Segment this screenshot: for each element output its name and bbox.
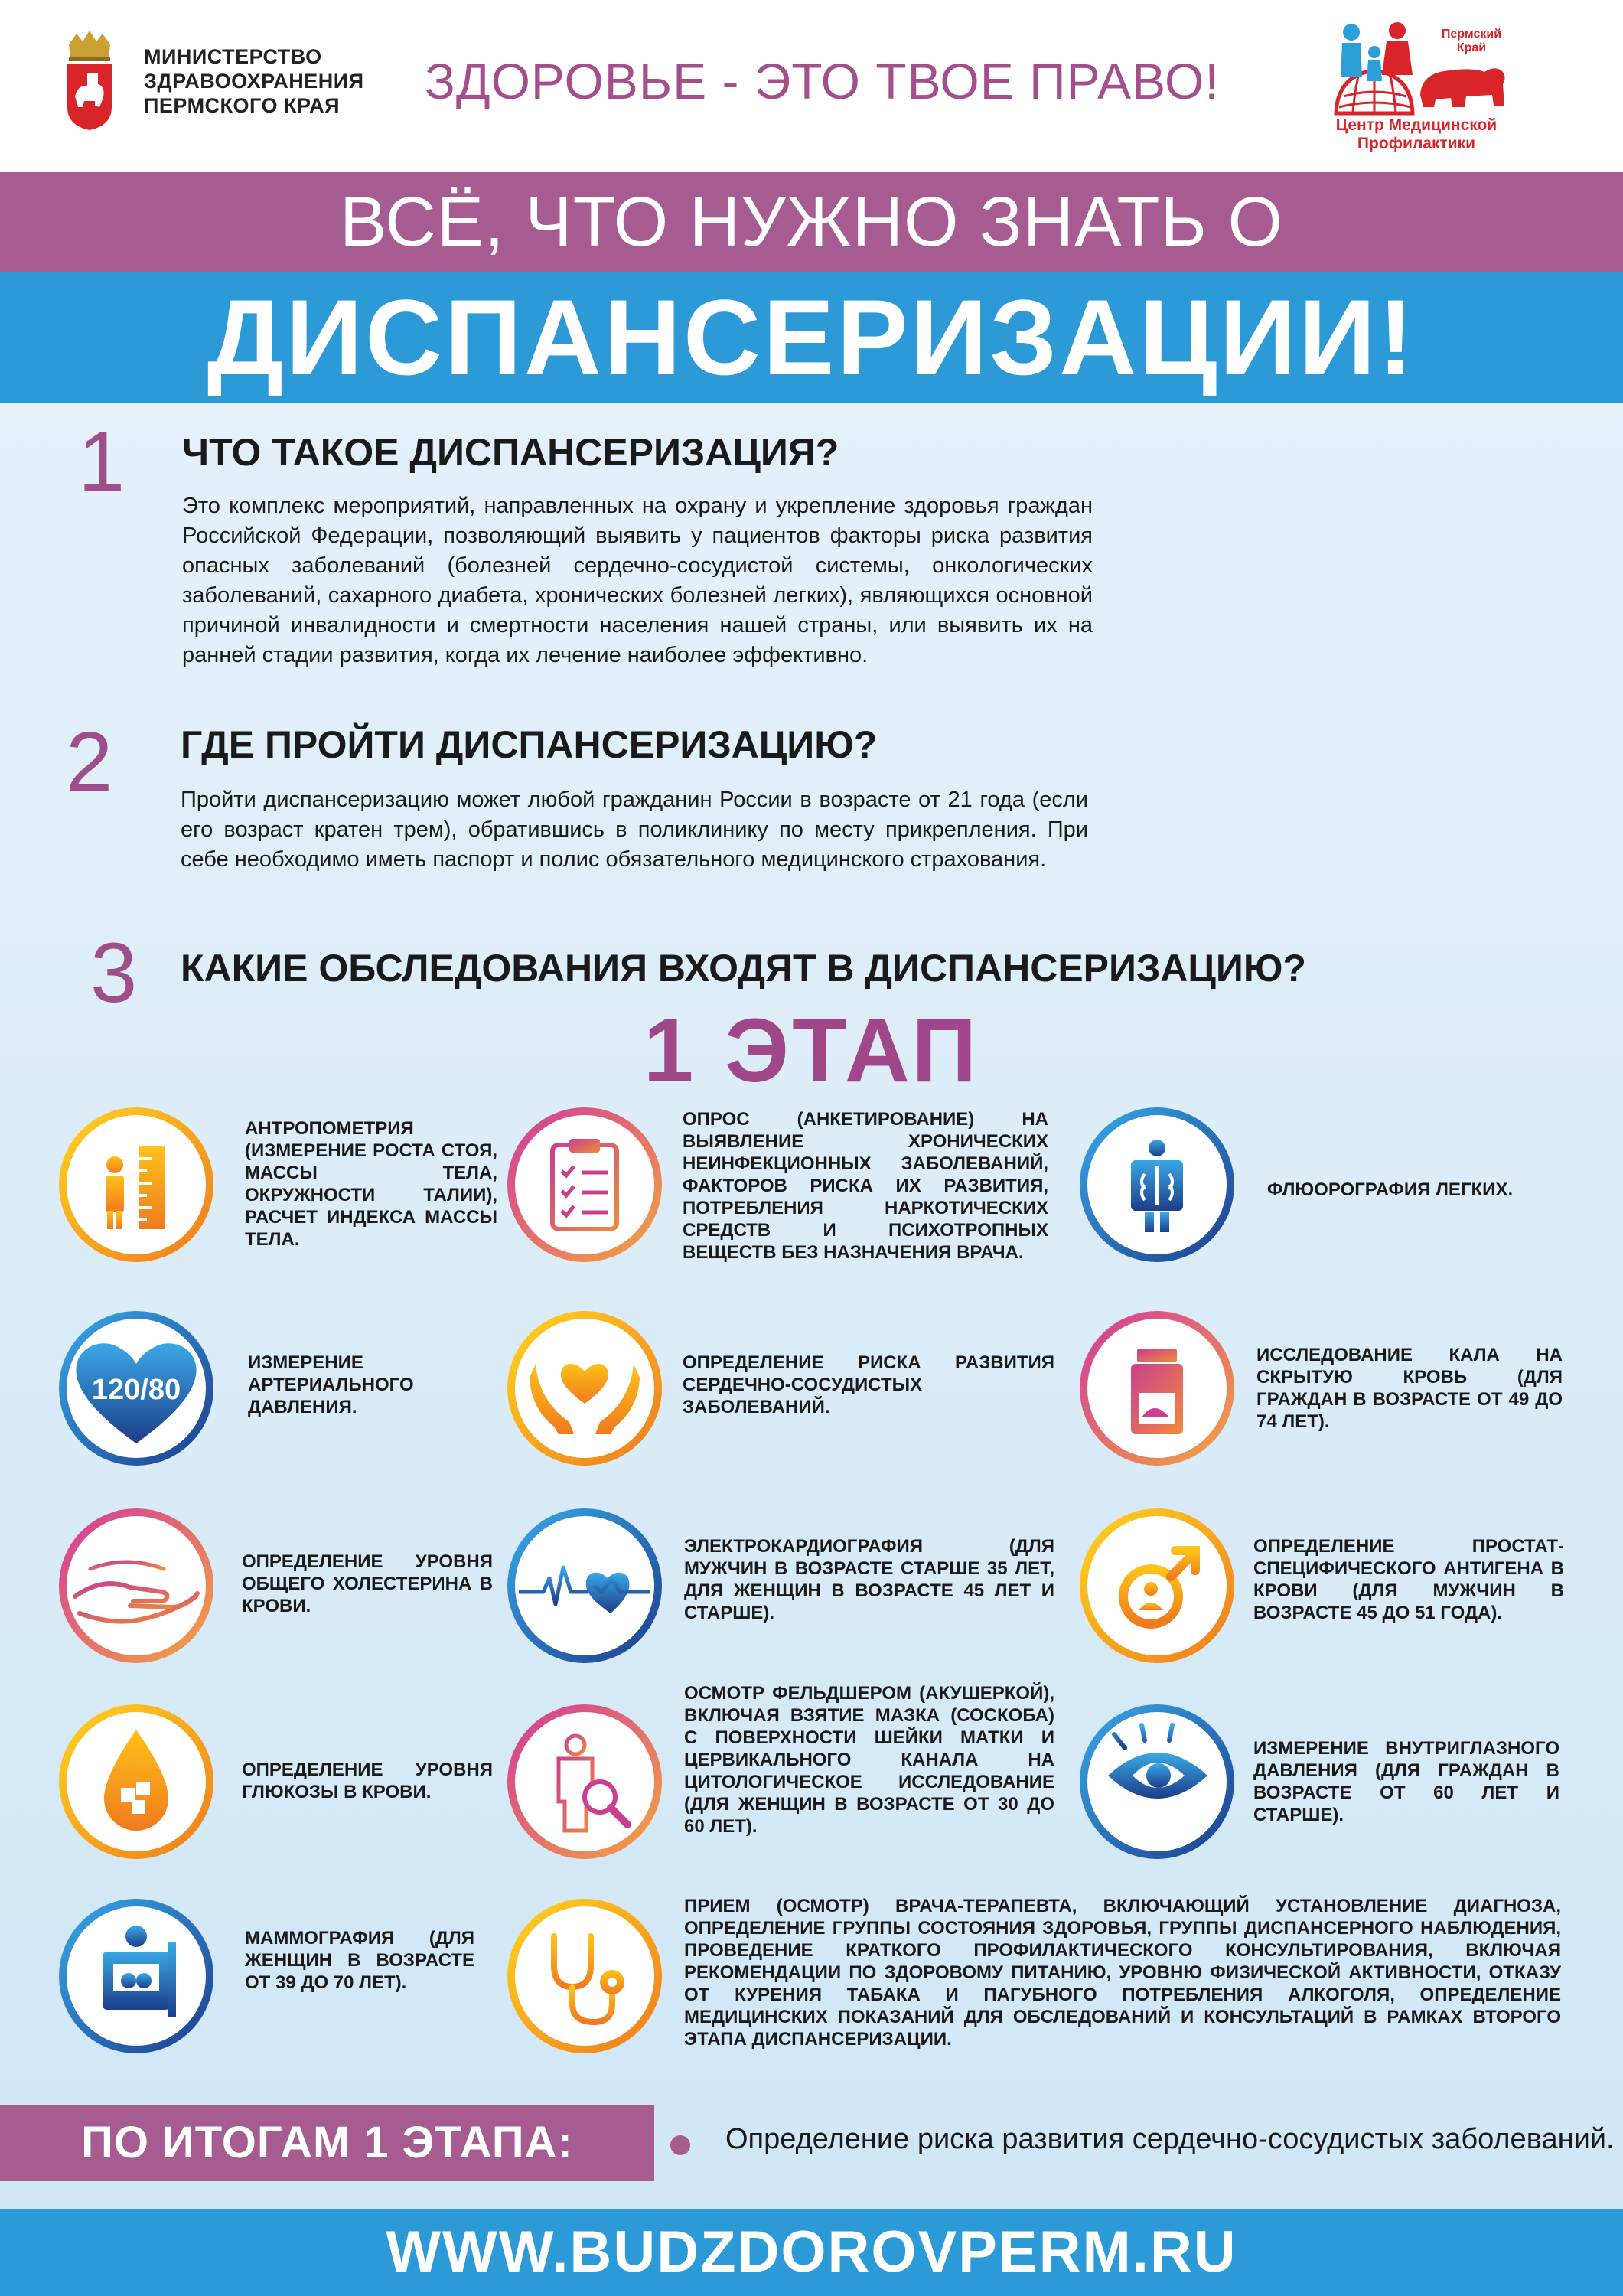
ministry-line: ПЕРМСКОГО КРАЯ — [144, 94, 341, 117]
pressure-label: 120/80 — [91, 1374, 181, 1406]
magnifier-person-icon — [505, 1702, 664, 1861]
hand-icon — [57, 1506, 216, 1665]
section-text: Пройти диспансеризацию может любой гражданин России в возрасте от 21 года (если его возраст кратен трем), обратившись в поликлинику по месту прикрепления. При себе необходимо иметь паспорт и полис обязательного медицинского страхования. — [181, 788, 1088, 872]
title-band-main — [0, 272, 1623, 403]
exam-item-text: ИЗМЕРЕНИЕ ВНУТРИГЛАЗНОГО ДАВЛЕНИЯ (ДЛЯ ГРАЖДАН В ВОЗРАСТЕ ОТ 60 ЛЕТ И СТАРШЕ). — [1253, 1738, 1559, 1825]
logo-region — [1433, 28, 1510, 55]
title-line-1: ВСЁ, ЧТО НУЖНО ЗНАТЬ О — [339, 183, 1284, 261]
exam-item-text: ФЛЮОРОГРАФИЯ ЛЕГКИХ. — [1267, 1179, 1514, 1200]
section-number: 3 — [90, 926, 138, 1020]
exam-item-text: ОПРЕДЕЛЕНИЕ УРОВНЯ ОБЩЕГО ХОЛЕСТЕРИНА В КРОВИ. — [242, 1551, 493, 1616]
exam-item-text: ОПРЕДЕЛЕНИЕ ПРОСТАТ-СПЕЦИФИЧЕСКОГО АНТИГЕНА В КРОВИ (ДЛЯ МУЖЧИН В ВОЗРАСТЕ 45 ДО 51 ГОДА). — [1253, 1536, 1564, 1623]
perm-crest-icon — [64, 31, 115, 132]
ministry-line: ЗДРАВООХРАНЕНИЯ — [144, 70, 364, 93]
title-line-2: ДИСПАНСЕРИЗАЦИИ! — [207, 277, 1416, 397]
prevention-center-logo — [1321, 21, 1512, 159]
section-title: ЧТО ТАКОЕ ДИСПАНСЕРИЗАЦИЯ? — [182, 431, 839, 474]
ministry-block — [64, 31, 364, 132]
heart-pressure-icon — [57, 1309, 216, 1468]
exam-item-text: ОПРЕДЕЛЕНИЕ УРОВНЯ ГЛЮКОЗЫ В КРОВИ. — [242, 1760, 493, 1802]
logo-name — [1321, 116, 1512, 153]
logo-name-line: Профилактики — [1357, 135, 1476, 152]
mammography-icon — [57, 1896, 216, 2056]
footer-url-band — [0, 2209, 1623, 2296]
section-number: 2 — [66, 715, 113, 809]
section-text: Это комплекс мероприятий, направленных на охрану и укрепление здоровья граждан Российской Федерации, позволяющий выявить у пациентов факторы риска развития опасных заболеваний (болезней сердечно-сосудистой системы, онкологических заболеваний, сахарного диабета, хронических болезней легких), являющихся основной причиной инвалидности и смертности населения нашей страны, или выявить их на ранней стадии развития, когда их лечение наиболее эффективно. — [182, 494, 1093, 667]
stage-title: 1 ЭТАП — [643, 1000, 980, 1101]
stethoscope-icon — [505, 1896, 664, 2056]
glucose-drop-icon — [57, 1702, 216, 1861]
xray-icon — [1077, 1105, 1237, 1264]
hands-heart-icon — [505, 1309, 664, 1468]
result-text: Определение риска развития сердечно-сосудистых заболеваний. — [725, 2123, 1615, 2155]
eye-icon — [1077, 1702, 1237, 1861]
exam-item-text: АНТРОПОМЕТРИЯ (ИЗМЕРЕНИЕ РОСТА СТОЯ, МАССЫ ТЕЛА, ОКРУЖНОСТИ ТАЛИИ), РАСЧЕТ ИНДЕКСА МАССЫ ТЕЛА. — [245, 1118, 497, 1250]
logo-name-line: Центр Медицинской — [1335, 116, 1498, 134]
exam-item-text: ПРИЕМ (ОСМОТР) ВРАЧА-ТЕРАПЕВТА, ВКЛЮЧАЮЩИЙ УСТАНОВЛЕНИЕ ДИАГНОЗА, ОПРЕДЕЛЕНИЕ ГРУППЫ СОСТОЯНИЯ ЗДОРОВЬЯ, ГРУППЫ ДИСПАНСЕРНОГО НАБЛЮДЕНИЯ, ПРОВЕДЕНИЕ КРАТКОГО ПРОФИЛАКТИЧЕСКОГО КОНСУЛЬТИРОВАНИЯ, ВКЛЮЧАЯ РЕКОМЕНДАЦИИ ПО ЗДОРОВОМУ ПИТАНИЮ, УРОВНЮ ФИЗИЧЕСКОЙ АКТИВНОСТИ, ОТКАЗУ ОТ КУРЕНИЯ ТАБАКА И ПАГУБНОГО ПОТРЕБЛЕНИЯ АЛКОГОЛЯ, ОПРЕДЕЛЕНИЕ МЕДИЦИНСКИХ ПОКАЗАНИЙ ДЛЯ ОБСЛЕДОВАНИЙ И КОНСУЛЬТАЦИЙ В РАМКАХ ВТОРОГО ЭТАПА ДИСПАНСЕРИЗАЦИИ. — [684, 1896, 1561, 2050]
slogan: ЗДОРОВЬЕ - ЭТО ТВОЕ ПРАВО! — [425, 53, 1220, 109]
exam-item-text: ОСМОТР ФЕЛЬДШЕРОМ (АКУШЕРКОЙ), ВКЛЮЧАЯ ВЗЯТИЕ МАЗКА (СОСКОБА) С ПОВЕРХНОСТИ ШЕЙКИ МАТКИ И ЦЕРВИКАЛЬНОГО КАНАЛА НА ЦИТОЛОГИЧЕСКОЕ ИССЛЕДОВАНИЕ (ДЛЯ ЖЕНЩИН В ВОЗРАСТЕ ОТ 30 ДО 60 ЛЕТ). — [684, 1683, 1054, 1837]
exam-item-text: ИЗМЕРЕНИЕ АРТЕРИАЛЬНОГО ДАВЛЕНИЯ. — [248, 1352, 414, 1417]
clipboard-icon — [505, 1105, 664, 1264]
ecg-heart-icon — [505, 1506, 664, 1665]
exam-item-text: ОПРОС (АНКЕТИРОВАНИЕ) НА ВЫЯВЛЕНИЕ ХРОНИЧЕСКИХ НЕИНФЕКЦИОННЫХ ЗАБОЛЕВАНИЙ, ФАКТОРОВ РИСКА ИХ РАЗВИТИЯ, ПОТРЕБЛЕНИЯ НАРКОТИЧЕСКИХ СРЕДСТВ И ПСИХОТРОПНЫХ ВЕЩЕСТВ БЕЗ НАЗНАЧЕНИЯ ВРАЧА. — [683, 1109, 1048, 1263]
male-symbol-icon — [1077, 1506, 1237, 1665]
section-title: ГДЕ ПРОЙТИ ДИСПАНСЕРИЗАЦИЮ? — [181, 723, 878, 766]
logo-region-line: Край — [1456, 41, 1487, 54]
ruler-person-icon — [57, 1105, 216, 1264]
logo-region-line: Пермский — [1441, 28, 1502, 41]
sample-jar-icon — [1077, 1309, 1237, 1468]
result-label: ПО ИТОГАМ 1 ЭТАПА: — [81, 2118, 573, 2167]
exam-item-text: ОПРЕДЕЛЕНИЕ РИСКА РАЗВИТИЯ СЕРДЕЧНО-СОСУДИСТЫХ ЗАБОЛЕВАНИЙ. — [683, 1352, 1054, 1417]
bullet-icon — [670, 2135, 690, 2155]
website-link[interactable]: WWW.BUDZDOROVPERM.RU — [386, 2219, 1237, 2285]
result-label-bar — [0, 2105, 654, 2181]
exam-item-text: ИССЛЕДОВАНИЕ КАЛА НА СКРЫТУЮ КРОВЬ (ДЛЯ ГРАЖДАН В ВОЗРАСТЕ ОТ 49 ДО 74 ЛЕТ). — [1256, 1345, 1563, 1432]
header — [0, 0, 1623, 172]
ministry-name — [144, 44, 364, 118]
title-band-top — [0, 172, 1623, 272]
section-number: 1 — [78, 415, 125, 509]
section-title: КАКИЕ ОБСЛЕДОВАНИЯ ВХОДЯТ В ДИСПАНСЕРИЗАЦИЮ? — [181, 947, 1306, 990]
exam-item-text: ЭЛЕКТРОКАРДИОГРАФИЯ (ДЛЯ МУЖЧИН В ВОЗРАСТЕ СТАРШЕ 35 ЛЕТ, ДЛЯ ЖЕНЩИН В ВОЗРАСТЕ 45 ЛЕТ И СТАРШЕ). — [684, 1536, 1054, 1623]
ministry-line: МИНИСТЕРСТВО — [144, 45, 322, 68]
exam-item-text: МАММОГРАФИЯ (ДЛЯ ЖЕНЩИН В ВОЗРАСТЕ ОТ 39 ДО 70 ЛЕТ). — [245, 1928, 474, 1993]
